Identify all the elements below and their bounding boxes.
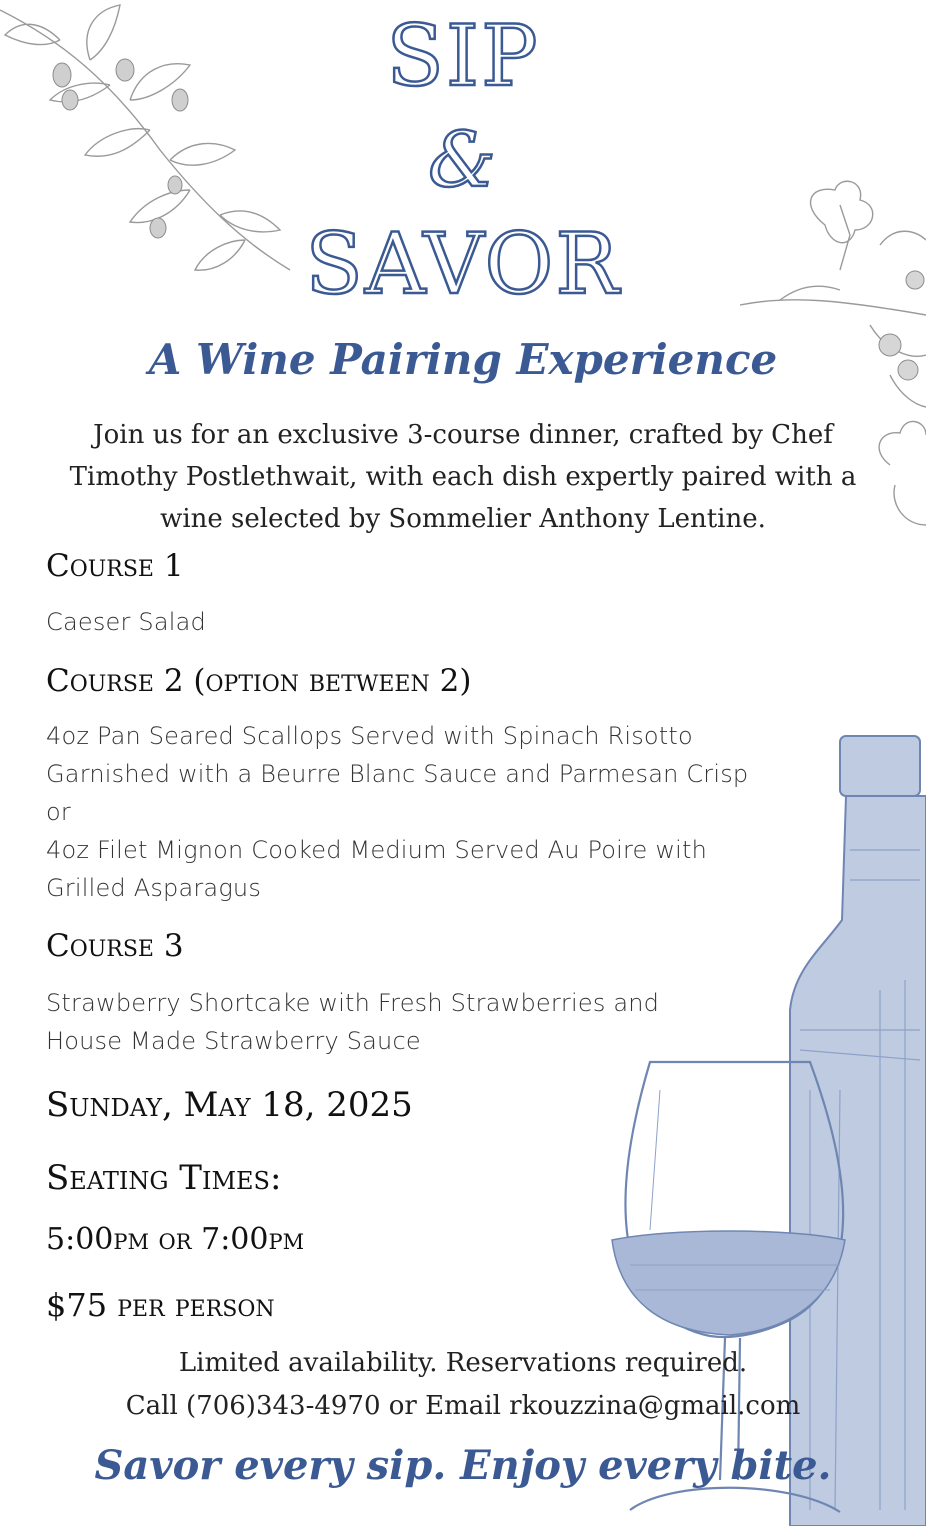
intro-line: wine selected by Sommelier Anthony Lentine. — [160, 504, 766, 534]
course-2-line: Grilled Asparagus — [46, 874, 262, 902]
intro-line: Timothy Postlethwait, with each dish expertly paired with a — [69, 462, 857, 492]
course-2-line: Garnished with a Beurre Blanc Sauce and Parmesan Crisp — [46, 760, 749, 788]
course-1-item: Caeser Salad — [46, 608, 206, 636]
tagline: Savor every sip. Enjoy every bite. — [94, 1442, 832, 1489]
course-2-line: 4oz Filet Mignon Cooked Medium Served Au Poire with — [46, 836, 708, 864]
title-savor: SAVOR — [305, 215, 621, 313]
course-3-line: House Made Strawberry Sauce — [46, 1027, 421, 1055]
intro-line: Join us for an exclusive 3-course dinner, crafted by Chef — [93, 420, 833, 450]
course-3-heading: Course 3 — [46, 928, 184, 964]
availability-note: Limited availability. Reservations required. — [178, 1348, 748, 1378]
seating-label: Seating Times: — [46, 1158, 282, 1198]
event-date: Sunday, May 18, 2025 — [46, 1085, 413, 1125]
course-2-line: 4oz Pan Seared Scallops Served with Spinach Risotto — [46, 722, 693, 750]
page-subtitle: A Wine Pairing Experience — [148, 335, 778, 384]
price: $75 per person — [46, 1286, 275, 1324]
course-2-line: or — [46, 798, 71, 826]
course-3-line: Strawberry Shortcake with Fresh Strawberries and — [46, 989, 660, 1017]
contact-info: Call (706)343-4970 or Email rkouzzina@gmail.com — [125, 1391, 801, 1421]
title-sip: SIP — [386, 7, 540, 105]
title-ampersand: & — [428, 115, 498, 204]
course-2-heading: Course 2 (option between 2) — [46, 663, 472, 699]
intro-paragraph — [40, 414, 886, 540]
seating-times: 5:00pm or 7:00pm — [46, 1222, 305, 1257]
course-1-heading: Course 1 — [46, 548, 184, 584]
